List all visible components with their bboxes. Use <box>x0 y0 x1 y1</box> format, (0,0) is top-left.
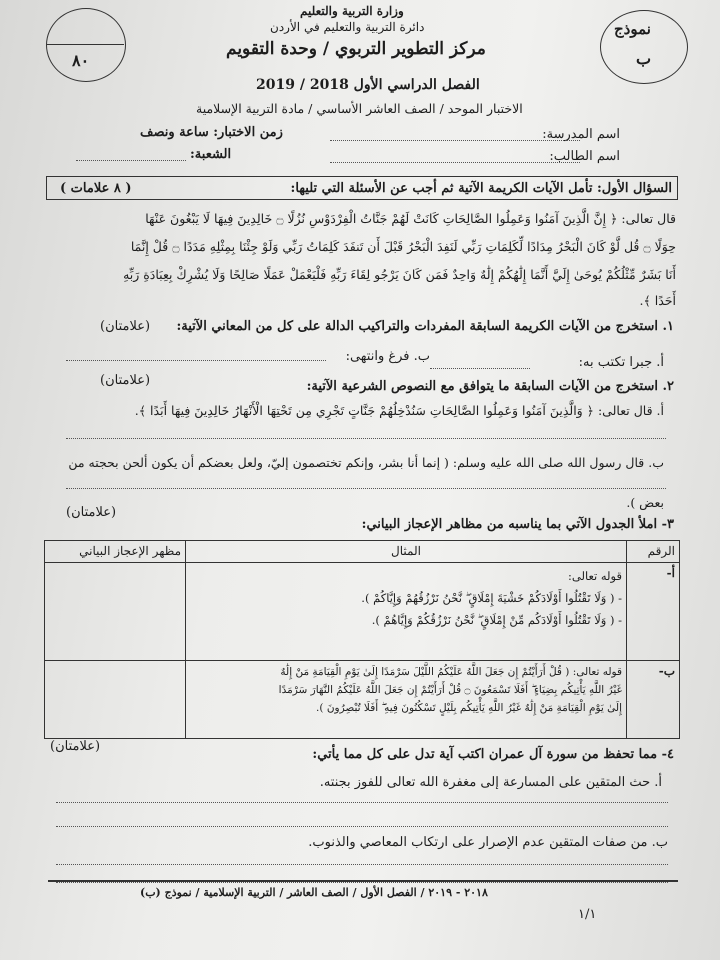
row-a-line2: - ( وَلَا تَقْتُلُوا أَوْلَادَكُم مِّنْ إِمْلَاقٍ ۖ نَّحْنُ نَرْزُقُكُمْ وَإِيَّاهُمْ ). <box>371 613 622 627</box>
q1-item-a: أ. جبرا تكتب به: <box>578 355 664 370</box>
total-mark-divider <box>47 44 124 45</box>
time-label: زمن الاختبار: ساعة ونصف <box>140 125 283 140</box>
q1-item-b: ب. فرغ وانتهى: <box>345 349 430 364</box>
table-header-num: الرقم <box>627 541 680 563</box>
student-label: اسم الطالب: <box>549 149 620 164</box>
q1-answer-a[interactable] <box>430 368 530 369</box>
question1-title: السؤال الأول: تأمل الآيات الكريمة الآتية ثم أجب عن الأسئلة التي تليها: <box>290 181 672 196</box>
model-letter: ب <box>636 49 652 68</box>
q4-item-b: ب. من صفات المتقين عدم الإصرار على ارتكاب المعاصي والذنوب. <box>308 835 668 850</box>
q3-text: ٣- املأ الجدول الآتي بما يناسبه من مظاهر الإعجاز البياني: <box>361 517 674 532</box>
bayani-table <box>44 540 680 739</box>
table-row-b-example <box>186 661 627 739</box>
table-row-a-num: أ- <box>627 563 680 661</box>
verse-line-3: أَنَا بَشَرٌ مِّثْلُكُمْ يُوحَىٰ إِلَيَّ أَنَّمَا إِلَٰهُكُمْ إِلَٰهٌ وَاحِدٌ فَمَن كَانَ يَرْجُو لِقَاءَ رَبِّهِ فَلْيَعْمَلْ عَمَلًا صَالِحًا وَلَا يُشْرِكْ بِعِبَادَةِ رَبِّهِ <box>123 267 676 282</box>
page-number: ١/١ <box>578 907 597 922</box>
q2-answer-a[interactable] <box>66 438 666 439</box>
q1-marks: (علامتان) <box>100 319 151 334</box>
q2-text: ٢. استخرج من الآيات السابقة ما يتوافق مع النصوص الشرعية الآتية: <box>306 379 674 394</box>
q4-answer-b-1[interactable] <box>56 864 668 865</box>
exam-title: الاختبار الموحد / الصف العاشر الأساسي / مادة التربية الإسلامية <box>196 101 523 116</box>
semester-line: الفصل الدراسي الأول 2018 / 2019 <box>256 77 480 93</box>
table-header-example: المثال <box>186 541 627 563</box>
school-field[interactable] <box>330 140 580 141</box>
row-b-line3: إِلَىٰ يَوْمِ الْقِيَامَةِ مَنْ إِلَٰهٌ غَيْرُ اللَّهِ يَأْتِيكُم بِلَيْلٍ تَسْكُنُونَ فِيهِ ۖ أَفَلَا تُبْصِرُونَ ). <box>316 702 622 714</box>
footer-rule <box>48 880 678 882</box>
total-mark: ٨٠ <box>72 51 90 70</box>
row-a-intro: قوله تعالى: <box>568 569 622 583</box>
student-field[interactable] <box>330 162 580 163</box>
row-a-line1: - ( وَلَا تَقْتُلُوا أَوْلَادَكُمْ خَشْيَةَ إِمْلَاقٍ ۖ نَّحْنُ نَرْزُقُهُمْ وَإِيَّاكُمْ ). <box>361 591 622 605</box>
table-row-a-example <box>186 563 627 661</box>
section-label: الشعبة: <box>190 147 232 162</box>
table-row-a-answer[interactable] <box>45 563 186 661</box>
table-row-b-num: ب- <box>627 661 680 739</box>
verse-line-2: حِوَلًا ۝ قُل لَّوْ كَانَ الْبَحْرُ مِدَادًا لِّكَلِمَاتِ رَبِّي لَنَفِدَ الْبَحْرُ قَبْلَ أَن تَنفَدَ كَلِمَاتُ رَبِّي وَلَوْ جِئْنَا بِمِثْلِهِ مَدَدًا ۝ قُلْ إِنَّمَا <box>130 239 676 254</box>
ministry-line2: دائرة التربية والتعليم في الأردن <box>270 20 425 34</box>
footer-text: ٢٠١٨ - ٢٠١٩ / الفصل الأول / الصف العاشر / التربية الإسلامية / نموذج (ب) <box>140 886 488 899</box>
q4-answer-a-1[interactable] <box>56 802 668 803</box>
verse-line-1: قال تعالى: ﴿ إِنَّ الَّذِينَ آمَنُوا وَعَمِلُوا الصَّالِحَاتِ كَانَتْ لَهُمْ جَنَّاتُ الْفِرْدَوْسِ نُزُلًا ۝ خَالِدِينَ فِيهَا لَا يَبْغُونَ عَنْهَا <box>145 211 676 226</box>
verse-line-4: أَحَدًا ﴾. <box>639 293 676 308</box>
q1-answer-b[interactable] <box>66 360 326 361</box>
q2-marks: (علامتان) <box>100 373 151 388</box>
q4-item-a: أ. حث المتقين على المسارعة إلى مغفرة الله تعالى للفوز بجنته. <box>319 775 662 790</box>
q4-answer-b-2[interactable] <box>56 882 668 883</box>
q2-item-a: أ. قال تعالى: ﴿ وَالَّذِينَ آمَنُوا وَعَمِلُوا الصَّالِحَاتِ سَنُدْخِلُهُمْ جَنَّاتٍ تَجْرِي مِن تَحْتِهَا الْأَنْهَارُ خَالِدِينَ فِيهَا أَبَدًا ﴾. <box>134 403 664 418</box>
table-row-b-answer[interactable] <box>45 661 186 739</box>
q2-item-b-line1: ب. قال رسول الله صلى الله عليه وسلم: ( إنما أنا بشر، وإنكم تختصمون إليّ، ولعل بعضكم أن يكون ألحن بحجته من <box>68 455 664 470</box>
row-b-line2: غَيْرُ اللَّهِ يَأْتِيكُم بِضِيَاءٍ ۖ أَفَلَا تَسْمَعُونَ ۝ قُلْ أَرَأَيْتُمْ إِن جَعَلَ اللَّهُ عَلَيْكُمُ النَّهَارَ سَرْمَدًا <box>278 684 622 696</box>
model-label: نموذج <box>614 20 651 38</box>
total-mark-circle <box>46 8 126 82</box>
q4-answer-a-2[interactable] <box>56 826 668 827</box>
q4-text: ٤- مما تحفظ من سورة آل عمران اكتب آية تدل على كل مما يأتي: <box>312 747 674 762</box>
section-field[interactable] <box>76 160 186 161</box>
row-b-intro: قوله تعالى: ( قُلْ أَرَأَيْتُمْ إِن جَعَلَ اللَّهُ عَلَيْكُمُ اللَّيْلَ سَرْمَدًا إِلَىٰ يَوْمِ الْقِيَامَةِ مَنْ إِلَٰهٌ <box>280 666 622 678</box>
q2-answer-b[interactable] <box>66 488 666 489</box>
q3-marks: (علامتان) <box>66 505 117 520</box>
school-label: اسم المدرسة: <box>542 127 620 142</box>
question1-marks: ( ٨ علامات ) <box>60 181 132 196</box>
table-header-aspect: مظهر الإعجاز البياني <box>45 541 186 563</box>
q1-text: ١. استخرج من الآيات الكريمة السابقة المفردات والتراكيب الدالة على كل من المعاني الآتية: <box>176 319 674 334</box>
q4-marks: (علامتان) <box>50 739 101 754</box>
ministry-line1: وزارة التربية والتعليم <box>300 4 404 18</box>
q2-item-b-line2: بعض ). <box>626 495 664 510</box>
center-title: مركز التطوير التربوي / وحدة التقويم <box>226 39 486 59</box>
